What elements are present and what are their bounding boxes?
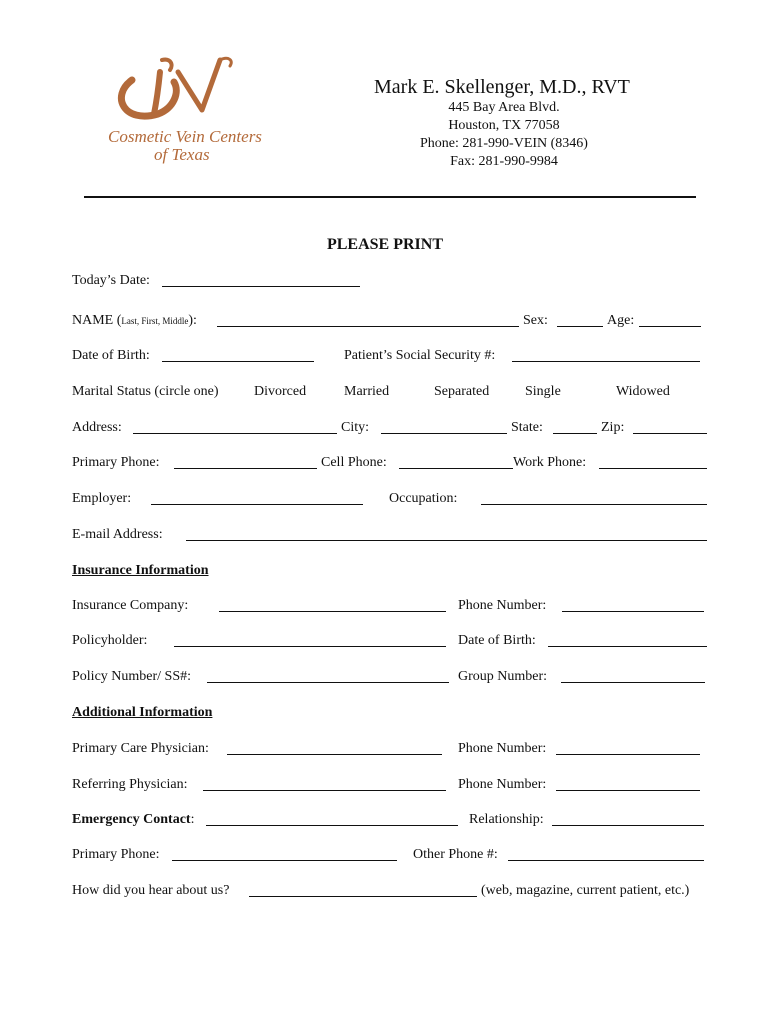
- logo-text-line2: of Texas: [154, 145, 210, 164]
- cell-phone-label: Cell Phone:: [321, 455, 387, 470]
- state-label: State:: [511, 420, 543, 435]
- marital-option-divorced[interactable]: Divorced: [254, 384, 307, 399]
- zip-field[interactable]: [633, 433, 707, 434]
- office-phone: Phone: 281-990-VEIN (8346): [420, 136, 588, 151]
- zip-label: Zip:: [601, 420, 625, 435]
- policyholder-dob-label: Date of Birth:: [458, 633, 536, 648]
- city-label: City:: [341, 420, 370, 435]
- primary-phone-label: Primary Phone:: [72, 455, 160, 470]
- referring-physician-field[interactable]: [203, 790, 446, 791]
- age-label: Age:: [607, 313, 635, 328]
- work-phone-field[interactable]: [599, 468, 707, 469]
- referring-phone-label: Phone Number:: [458, 777, 547, 792]
- dob-field[interactable]: [162, 361, 314, 362]
- office-address: 445 Bay Area Blvd.: [448, 100, 560, 115]
- todays-date-field[interactable]: [162, 286, 360, 287]
- policyholder-label: Policyholder:: [72, 633, 148, 648]
- other-phone-label: Other Phone #:: [413, 847, 498, 862]
- todays-date-label: Today’s Date:: [72, 273, 150, 288]
- marital-option-separated[interactable]: Separated: [434, 384, 490, 399]
- office-city: Houston, TX 77058: [448, 118, 560, 133]
- additional-heading: Additional Information: [72, 705, 213, 720]
- state-field[interactable]: [553, 433, 597, 434]
- header-divider: [84, 196, 696, 198]
- logo-text-line1: Cosmetic Vein Centers: [108, 127, 262, 146]
- insurance-heading: Insurance Information: [72, 563, 209, 578]
- page-title: PLEASE PRINT: [326, 236, 444, 253]
- employer-field[interactable]: [151, 504, 363, 505]
- office-fax: Fax: 281-990-9984: [450, 154, 558, 169]
- emergency-contact-field[interactable]: [206, 825, 458, 826]
- marital-option-single[interactable]: Single: [525, 384, 561, 399]
- doctor-name: Mark E. Skellenger, M.D., RVT: [374, 76, 630, 98]
- policyholder-dob-field[interactable]: [548, 646, 707, 647]
- primary-phone-field[interactable]: [174, 468, 317, 469]
- marital-status-label: Marital Status (circle one): [72, 384, 219, 399]
- name-label: NAME (Last, First, Middle):: [72, 313, 197, 328]
- employer-label: Employer:: [72, 491, 132, 506]
- occupation-field[interactable]: [481, 504, 707, 505]
- pcp-field[interactable]: [227, 754, 442, 755]
- ssn-label: Patient’s Social Security #:: [344, 348, 496, 363]
- age-field[interactable]: [639, 326, 701, 327]
- pcp-phone-field[interactable]: [556, 754, 700, 755]
- occupation-label: Occupation:: [389, 491, 458, 506]
- referral-source-label: How did you hear about us?: [72, 883, 230, 898]
- address-field[interactable]: [133, 433, 337, 434]
- emergency-primary-phone-label: Primary Phone:: [72, 847, 160, 862]
- insurance-company-label: Insurance Company:: [72, 598, 189, 613]
- policyholder-field[interactable]: [174, 646, 446, 647]
- marital-option-widowed[interactable]: Widowed: [616, 384, 670, 399]
- relationship-label: Relationship:: [469, 812, 544, 827]
- policy-number-field[interactable]: [207, 682, 449, 683]
- marital-option-married[interactable]: Married: [344, 384, 390, 399]
- pcp-label: Primary Care Physician:: [72, 741, 209, 756]
- insurance-phone-field[interactable]: [562, 611, 704, 612]
- sex-field[interactable]: [557, 326, 603, 327]
- referral-source-hint: (web, magazine, current patient, etc.): [481, 883, 690, 898]
- referral-source-field[interactable]: [249, 896, 477, 897]
- cell-phone-field[interactable]: [399, 468, 513, 469]
- email-label: E-mail Address:: [72, 527, 163, 542]
- work-phone-label: Work Phone:: [513, 455, 587, 470]
- dob-label: Date of Birth:: [72, 348, 150, 363]
- insurance-phone-label: Phone Number:: [458, 598, 547, 613]
- insurance-company-field[interactable]: [219, 611, 446, 612]
- sex-label: Sex:: [523, 313, 548, 328]
- email-field[interactable]: [186, 540, 707, 541]
- relationship-field[interactable]: [552, 825, 704, 826]
- address-label: Address:: [72, 420, 122, 435]
- emergency-contact-label: Emergency Contact:: [72, 812, 195, 827]
- city-field[interactable]: [381, 433, 507, 434]
- pcp-phone-label: Phone Number:: [458, 741, 547, 756]
- other-phone-field[interactable]: [508, 860, 704, 861]
- group-number-label: Group Number:: [458, 669, 548, 684]
- policy-number-label: Policy Number/ SS#:: [72, 669, 192, 684]
- ssn-field[interactable]: [512, 361, 700, 362]
- referring-phone-field[interactable]: [556, 790, 700, 791]
- emergency-primary-phone-field[interactable]: [172, 860, 397, 861]
- group-number-field[interactable]: [561, 682, 705, 683]
- referring-physician-label: Referring Physician:: [72, 777, 188, 792]
- name-field[interactable]: [217, 326, 519, 327]
